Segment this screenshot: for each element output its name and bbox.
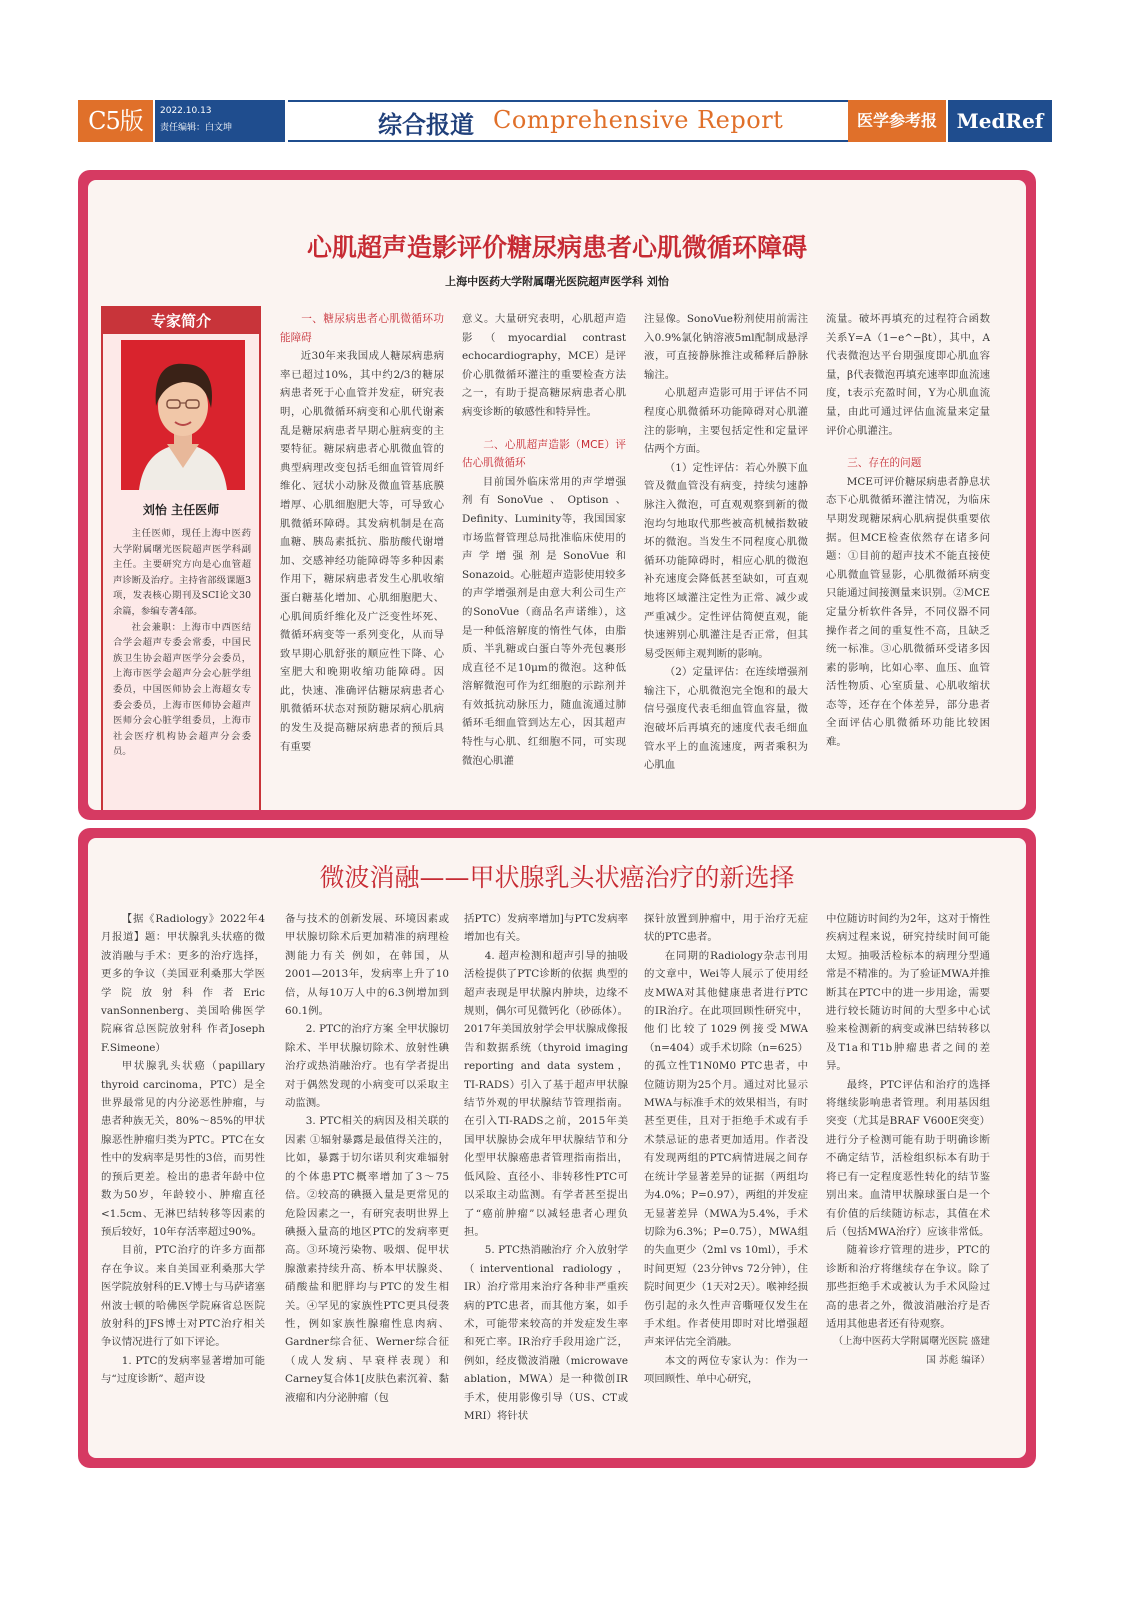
expert-bio-paragraph: 社会兼职：上海市中西医结合学会超声专委会常委，中国民族卫生协会超声医学分会委员，上海市医学会超声分会心脏学组委员，中国医师协会上海超女专委会委员，上海市医师协会超声医师分会心脏学组委员，上海市社会医疗机构协会超声分会委员。 <box>113 621 251 758</box>
article-column <box>826 910 990 1458</box>
expert-photo <box>121 340 245 490</box>
article-panel-2 <box>78 828 1036 1468</box>
paragraph: 4. 超声检测和超声引导的抽吸活检提供了PTC诊断的依据 典型的超声表现是甲状腺内肿块，边缘不规则，偶尔可见微钙化（砂砾体）。2017年美国放射学会甲状腺成像报告和数据系统（thyroid imaging reporting and data system，TI-RADS）引入了基于超声甲状腺结节外观的甲状腺结节管理指南。在引入TI-RADS之前，2015年美国甲状腺协会成年甲状腺结节和分化型甲状腺癌患者管理指南指出，低风险、直径小、非转移性PTC可以采取主动监测。有学者甚至提出了“癌前肿瘤”以减轻患者心理负担。 <box>464 949 628 1238</box>
brand-logo: MedRef <box>948 100 1052 142</box>
paragraph: 注显像。SonoVue粉剂使用前需注入0.9%氯化钠溶液5ml配制成悬浮液，可直接静脉推注或稀释后静脉输注。 <box>644 313 808 381</box>
section-heading: 二、心肌超声造影（MCE）评估心肌微循环 <box>462 438 626 470</box>
section-heading: 一、糖尿病患者心肌微循环功能障碍 <box>280 313 444 344</box>
section-heading: 三、存在的问题 <box>847 457 922 470</box>
paragraph: 括PTC）发病率增加]与PTC发病率增加也有关。 <box>464 913 628 944</box>
paragraph: 心肌超声造影可用于评估不同程度心肌微循环功能障碍对心肌灌注的影响，主要包括定性和定量评估两个方面。 <box>644 387 808 456</box>
paragraph: 最终，PTC评估和治疗的选择将继续影响患者管理。利用基因组突变（尤其是BRAF V600E突变）进行分子检测可能有助于明确诊断不确定结节，活检组织标本有助于将已有一定程度恶性转化的结节鉴别出来。血清甲状腺球蛋白是一个有价值的后续随访标志，其值在术后（包括MWA治疗）应该非常低。 <box>826 1078 990 1238</box>
paragraph: 流量。破坏再填充的过程符合函数关系Y=A（1−e^−βt），其中，A代表微泡达平台期强度即心肌血容量，β代表微泡再填充速率即血流速度，t表示充盈时间，Y为心肌血流量，由此可通过评估血流量来定量评价心肌灌注。 <box>826 313 990 437</box>
paragraph: 目前，PTC治疗的许多方面都存在争议。来自美国亚利桑那大学医学院放射科的E.V博士与马萨诸塞州波士顿的哈佛医学院麻省总医院放射科的JFS博士对PTC治疗相关争议情况进行了如下评论。 <box>101 1244 265 1349</box>
paragraph: 本文的两位专家认为：作为一项回顾性、单中心研究， <box>644 1354 808 1386</box>
paragraph: 3. PTC相关的病因及相关联的因素 ①辐射暴露是最值得关注的，比如，暴露于切尔诺贝利灾难辐射的个体患PTC概率增加了3～75倍。②较高的碘摄入量是更常见的危险因素之一，有研究表明世界上碘摄入量高的地区PTC的发病率更高。③环境污染物、吸烟、促甲状腺激素持续升高、桥本甲状腺炎、硝酸盐和肥胖均与PTC的发生相关。④罕见的家族性PTC更具侵袭性，例如家族性腺瘤性息肉病、Gardner综合征、Werner综合征（成人发病、早衰样表现）和Carney复合体1[皮肤色素沉着、黏液瘤和内分泌肿瘤（包 <box>285 1115 449 1404</box>
author-affiliation: 上海中医药大学附属曙光医院超声医学科 刘怡 <box>445 275 669 288</box>
article-title: 微波消融——甲状腺乳头状癌治疗的新选择 <box>319 863 795 892</box>
paragraph: 1. PTC的发病率显著增加可能与“过度诊断”、超声设 <box>101 1354 265 1386</box>
issue-date: 2022.10.13 <box>160 106 212 116</box>
article-panel-1 <box>78 170 1036 820</box>
paragraph: 随着诊疗管理的进步，PTC的诊断和治疗将继续存在争议。除了那些拒绝手术或被认为手术风险过高的患者之外，微波消融治疗是否适用其他患者还有待观察。 <box>826 1244 990 1330</box>
paragraph: 目前国外临床常用的声学增强剂有SonoVue、Optison、Definity、Luminity等，我国国家市场监督管理总局批准临床使用的声学增强剂是SonoVue和Sonazoid。心脏超声造影使用较多的声学增强剂是由意大利公司生产的SonoVue（商品名声诺维），这是一种低溶解度的惰性气体，由脂质、半乳糖或白蛋白等外壳包裹形成直径不足10μm的微泡。这种低溶解微泡可作为红细胞的示踪剂并有效抵抗动脉压力，随血流通过肺循环毛细血管到达左心，因其超声特性与心肌、红细胞不同，可实现微泡心肌灌 <box>462 475 626 767</box>
paragraph: 探针放置到肿瘤中，用于治疗无症状的PTC患者。 <box>644 913 808 944</box>
article-column <box>280 310 444 810</box>
section-title-en: Comprehensive Report <box>493 106 784 134</box>
expert-profile-box <box>101 306 261 810</box>
paragraph: 近30年来我国成人糖尿病患病率已超过10%，其中约2/3的糖尿病患者死于心血管并发症，研究表明，心肌微循环病变和心肌代谢紊乱是糖尿病患者早期心脏病变的主要特征。糖尿病患者心肌微血管的典型病理改变包括毛细血管管周纤维化、冠状小动脉及微血管基底膜增厚、心肌细胞肥大等，可导致心肌微循环障碍。其发病机制是在高血糖、胰岛素抵抗、脂肪酸代谢增加、交感神经功能障碍等多种因素作用下，糖尿病患者发生心肌收缩蛋白糖基化增加、心肌细胞肥大、心肌间质纤维化及广泛变性坏死、微循环病变等一系列变化，从而导致早期心肌舒张的顺应性下降、心室肥大和晚期收缩功能障碍。因此，快速、准确评估糖尿病患者心肌微循环状态对预防糖尿病心肌病的发生及提高糖尿病患者的预后具有重要 <box>280 350 444 753</box>
paragraph: 中位随访时间约为2年，这对于惰性疾病过程来说，研究持续时间可能太短。抽吸活检标本的病理分型通常是不精准的。为了验证MWA并推断其在PTC中的进一步用途，需要进行较长随访时间的大型多中心试验来检测新的病变或淋巴结转移以及T1a和T1b肿瘤患者之间的差异。 <box>826 913 990 1073</box>
paragraph: 甲状腺乳头状癌（papillary thyroid carcinoma，PTC）是全世界最常见的内分泌恶性肿瘤，与患者种族无关，80%～85%的甲状腺恶性肿瘤归类为PTC。PTC在女性中的发病率是男性的3倍，而男性的预后更差。检出的患者年龄中位数为50岁，年龄较小、肿瘤直径<1.5cm、无淋巴结转移等因素的预后较好，10年存活率超过90%。 <box>101 1060 265 1238</box>
brand-zh: 医学参考报 <box>848 100 946 142</box>
translator-credit: （上海中医药大学附属曙光医院 盛建国 苏彪 编译） <box>833 1336 990 1366</box>
article-column <box>101 910 265 1458</box>
expert-label: 专家简介 <box>103 308 259 334</box>
paragraph: 5. PTC热消融治疗 介入放射学（interventional radiology，IR）治疗常用来治疗各种非严重疾病的PTC患者，而其他方案，如手术，可能带来较高的并发症发生率和死亡率。IR治疗手段用途广泛，例如，经皮微波消融（microwave ablation，MWA）是一种微创IR手术，使用影像引导（US、CT或MRI）将针状 <box>464 1244 628 1422</box>
article-column <box>462 310 626 810</box>
page-header <box>78 100 1052 142</box>
paragraph: 意义。大量研究表明，心肌超声造影（myocardial contrast echocardiography，MCE）是评价心肌微循环灌注的重要检查方法之一，有助于提高糖尿病患者心肌病变诊断的敏感性和特异性。 <box>462 313 626 418</box>
responsible-editor: 责任编辑：白文坤 <box>160 123 233 133</box>
paragraph: （1）定性评估：若心外膜下血管及微血管没有病变，持续匀速静脉注入微泡，可直观观察到新的微泡均匀地取代那些被高机械指数破坏的微泡。当发生不同程度心肌微循环功能障碍时，相应心肌的微泡补充速度会降低甚至缺如，可直观地将区域灌注定性为正常、减少或严重减少。定性评估简便直观，能快速辨别心肌灌注是否正常，但其易受医师主观判断的影响。 <box>644 461 808 660</box>
expert-name: 刘怡 主任医师 <box>142 503 220 517</box>
article-column <box>285 910 449 1458</box>
paragraph: 备与技术的创新发展、环境因素或甲状腺切除术后更加精准的病理检测能力有关 例如，在韩国，从2001—2013年，发病率上升了10倍，从每10万人中的6.3例增加到60.1例。 <box>285 913 449 1018</box>
expert-bio <box>113 526 251 760</box>
article-column <box>464 910 628 1458</box>
paragraph: MCE可评价糖尿病患者静息状态下心肌微循环灌注情况，为临床早期发现糖尿病心肌病提供重要依据。但MCE检查依然存在诸多问题：①目前的超声技术不能直接使心肌微血管显影，心肌微循环病变只能通过间接测量来识别。②MCE定量分析软件各异，不同仪器不同操作者之间的重复性不高，且缺乏统一标准。③心肌微循环受诸多因素的影响，比如心率、血压、血管活性物质、心室质量、心肌收缩状态等，还存在个体差异，部分患者全面评估心肌微循环功能比较困难。 <box>826 475 990 749</box>
article-column <box>644 910 808 1458</box>
issue-meta <box>155 100 285 142</box>
article-column <box>826 310 990 810</box>
section-title-zh: 综合报道 <box>378 111 474 139</box>
article-title: 心肌超声造影评价糖尿病患者心肌微循环障碍 <box>306 233 807 262</box>
paragraph: （2）定量评估：在连续增强剂输注下，心肌微泡完全饱和的最大信号强度代表毛细血管血容量，微泡破坏后再填充的速度代表毛细血管水平上的血流速度，两者乘积为心肌血 <box>644 666 808 772</box>
paragraph: 2. PTC的治疗方案 全甲状腺切除术、半甲状腺切除术、放射性碘治疗或热消融治疗。也有学者提出对于偶然发现的小病变可以采取主动监测。 <box>285 1023 449 1110</box>
article-column <box>644 310 808 810</box>
paragraph: 在同期的Radiology杂志刊用的文章中，Wei等人展示了使用经皮MWA对其他健康患者进行PTC的IR治疗。在此项回顾性研究中，他们比较了1029例接受MWA（n=404）或手术切除（n=625）的孤立性T1N0M0 PTC患者，中位随访期为25个月。通过对比显示MWA与标准手术的效果相当，有时甚至更佳，且对于拒绝手术或有手术禁忌证的患者更加适用。作者没有发现两组的PTC病情进展之间存在统计学显著差异的证据（两组均为4.0%；P=0.97），两组的并发症无显著差异（MWA为5.4%，手术切除为6.3%；P=0.75），MWA组的失血更少（2ml vs 10ml），手术时间更短（23分钟vs 72分钟），住院时间更少（1天对2天）。喉神经损伤引起的永久性声音嘶哑仅发生在手术组。作者使用即时对比增强超声来评估完全消融。 <box>644 949 808 1349</box>
paragraph: 【据《Radiology》2022年4月报道】题：甲状腺乳头状癌的微波消融与手术：更多的治疗选择，更多的争议（美国亚利桑那大学医学院放射科作者Eric vanSonnenberg、美国哈佛医学院麻省总医院放射科 作者Joseph F.Simeone） <box>101 913 265 1054</box>
expert-bio-paragraph: 主任医师，现任上海中医药大学附属曙光医院超声医学科副主任。主要研究方向是心血管超声诊断及治疗。主持省部级课题3项，发表核心期刊及SCI论文30余篇，参编专著4部。 <box>113 528 251 617</box>
edition-badge: C5版 <box>78 100 153 142</box>
